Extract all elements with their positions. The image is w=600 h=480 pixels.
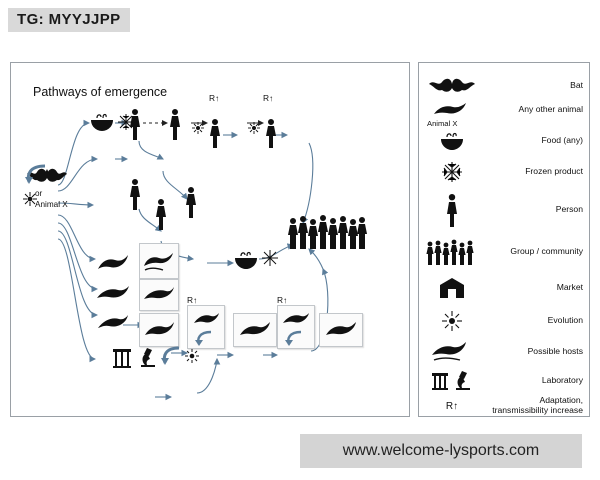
legend-item-possible-hosts <box>425 339 585 365</box>
source-label-line2: Animal X <box>35 200 68 209</box>
person-icon <box>127 107 143 141</box>
food-bowl-icon <box>89 111 115 133</box>
legend-label-group: Group / community <box>510 246 583 257</box>
legend-item-group <box>425 235 585 269</box>
legend-panel <box>418 62 590 417</box>
legend-item-bat <box>425 73 585 99</box>
r-arrow-up-icon: R↑ <box>277 295 288 305</box>
legend-label-person: Person <box>555 204 583 215</box>
possible-hosts-icon <box>142 283 176 307</box>
crowd-icon <box>287 211 367 253</box>
crowd-icon <box>425 237 479 267</box>
person-icon <box>153 197 169 231</box>
curved-arrow-icon <box>283 329 305 347</box>
evolution-icon <box>183 347 201 365</box>
legend-label-evolution: Evolution <box>547 315 583 326</box>
curved-arrow-icon <box>159 345 183 367</box>
legend-label-market: Market <box>556 282 583 293</box>
person-icon <box>167 107 183 141</box>
evolution-icon <box>425 310 479 332</box>
bat-icon <box>425 76 479 96</box>
r-arrow-up-icon: R↑ <box>445 400 459 412</box>
source-curved-arrow-icon <box>23 163 49 185</box>
animal-x-icon <box>425 101 479 119</box>
possible-hosts-icon <box>95 309 131 335</box>
snowflake-icon <box>261 249 279 267</box>
legend-item-food <box>425 129 585 153</box>
legend-label-possible-hosts: Possible hosts <box>527 346 583 357</box>
legend-label-adaptation: Adaptation, transmissibility increase <box>492 395 583 415</box>
legend-label-laboratory: Laboratory <box>541 375 583 386</box>
person-icon <box>425 192 479 228</box>
source-label-line1: or <box>35 189 43 198</box>
diagram-panel <box>10 62 410 417</box>
curved-arrow-icon <box>193 329 215 347</box>
legend-item-market <box>425 275 585 301</box>
food-bowl-icon <box>425 131 479 151</box>
legend-item-evolution <box>425 309 585 333</box>
legend-item-frozen <box>425 159 585 185</box>
evolution-icon <box>191 121 205 135</box>
possible-hosts-icon <box>237 317 273 343</box>
possible-hosts-icon <box>95 281 131 307</box>
legend-item-person <box>425 191 585 229</box>
possible-hosts-icon <box>281 309 311 329</box>
person-icon <box>207 117 223 149</box>
figure-container <box>10 62 590 417</box>
legend-label-animal-x: Any other animal <box>518 104 583 115</box>
legend-label-bat: Bat <box>570 80 583 91</box>
market-icon <box>425 276 479 300</box>
food-bowl-icon <box>233 249 259 271</box>
snowflake-icon <box>425 161 479 183</box>
r-arrow-up-icon: R↑ <box>209 93 220 103</box>
evolution-icon <box>247 121 261 135</box>
legend-label-frozen: Frozen product <box>525 166 583 177</box>
possible-hosts-icon <box>192 309 220 329</box>
legend-label-food: Food (any) <box>541 135 583 146</box>
legend-item-adaptation <box>425 395 585 417</box>
possible-hosts-icon <box>95 251 131 277</box>
microscope-icon <box>135 345 157 369</box>
possible-hosts-icon <box>141 247 177 275</box>
legend-item-laboratory <box>425 369 585 393</box>
laboratory-icon <box>111 345 133 369</box>
website-watermark: www.welcome-lysports.com <box>300 434 582 468</box>
legend-item-animal-x <box>425 99 585 121</box>
laboratory-icon <box>425 370 479 392</box>
possible-hosts-icon <box>142 317 176 343</box>
possible-hosts-icon <box>425 340 479 364</box>
r-arrow-up-icon: R↑ <box>263 93 274 103</box>
telegram-tag-badge: TG: MYYJJPP <box>8 8 130 32</box>
diagram-title: Pathways of emergence <box>33 85 168 99</box>
person-icon <box>127 177 143 211</box>
possible-hosts-icon <box>323 317 359 343</box>
person-icon <box>183 185 199 219</box>
r-arrow-up-icon: R↑ <box>187 295 198 305</box>
legend-sublabel-animal-x: Animal X <box>427 119 458 128</box>
person-icon <box>263 117 279 149</box>
